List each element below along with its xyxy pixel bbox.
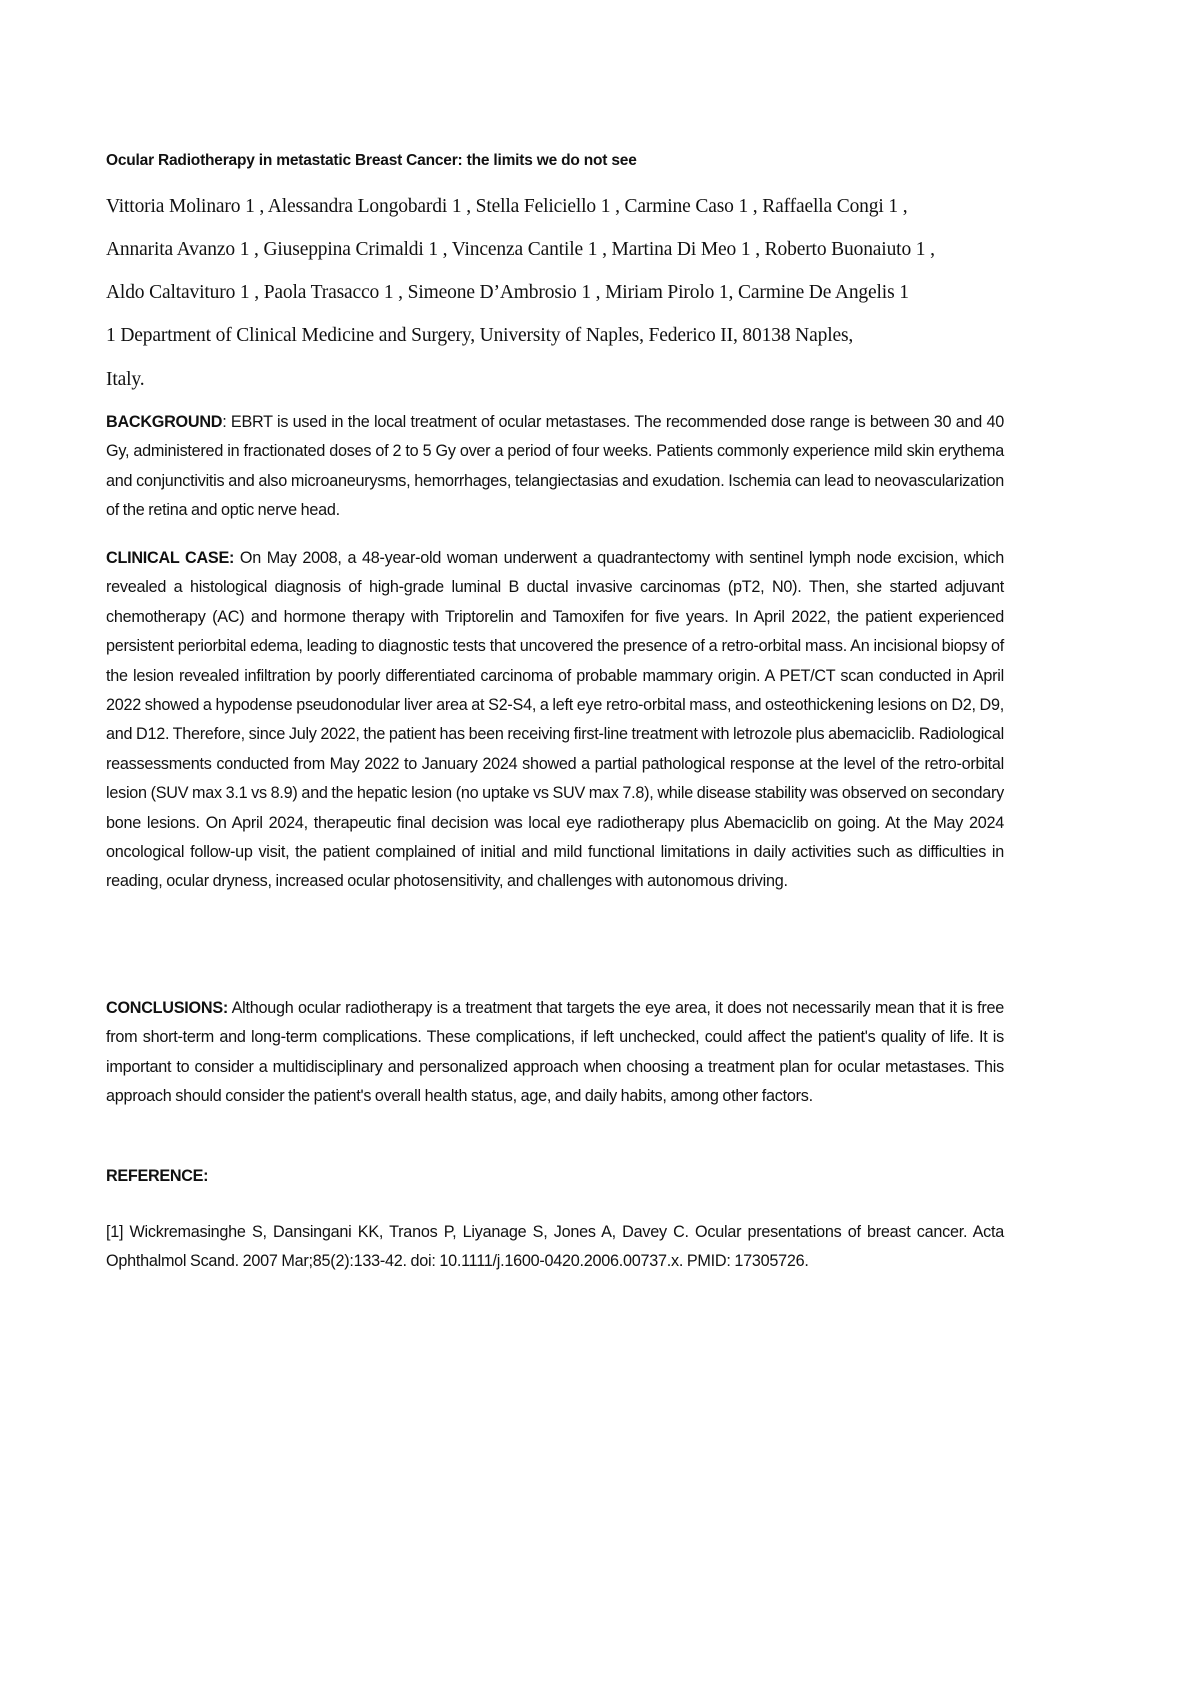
background-text: EBRT is used in the local treatment of ocular metastases. The recommended dose range is between 30 and 40 Gy, administered in fractionated doses of 2 to 5 Gy over a period of four weeks. Patients commonly experience mild skin erythema and conjunctivitis and also microaneurysms, hemorrhages, telangiectasias and exudation. Ischemia can lead to neovascularization of the retina and optic nerve head. — [106, 413, 1004, 520]
reference-heading: REFERENCE: — [106, 1167, 209, 1185]
authors-line: Aldo Caltavituro 1 , Paola Trasacco 1 , Simeone D’Ambrosio 1 , Miriam Pirolo 1, Carmine De Angelis 1 — [106, 282, 909, 303]
background-separator: : — [222, 413, 231, 431]
affiliation-line: Italy. — [106, 369, 145, 390]
conclusions-heading: CONCLUSIONS: — [106, 999, 229, 1017]
affiliation-line: 1 Department of Clinical Medicine and Surgery, University of Naples, Federico II, 80138 Naples, — [106, 325, 854, 346]
conclusions-section — [106, 994, 1004, 1112]
authors-line: Vittoria Molinaro 1 , Alessandra Longobardi 1 , Stella Feliciello 1 , Carmine Caso 1 , Raffaella Congi 1 , — [106, 196, 908, 217]
paper-title: Ocular Radiotherapy in metastatic Breast Cancer: the limits we do not see — [106, 152, 637, 169]
reference-item: [1] Wickremasinghe S, Dansingani KK, Tranos P, Liyanage S, Jones A, Davey C. Ocular presentations of breast cancer. Acta Ophthalmol Scand. 2007 Mar;85(2):133-42. doi: 10.1111/j.1600-0420.2006.00737.x. PMID: 17305726. — [106, 1223, 1004, 1271]
background-heading: BACKGROUND — [106, 413, 223, 431]
background-section — [106, 408, 1004, 526]
clinical-case-text: On May 2008, a 48-year-old woman underwent a quadrantectomy with sentinel lymph node excision, which revealed a histological diagnosis of high-grade luminal B ductal invasive carcinomas (pT2, N0). Then, she started adjuvant chemotherapy (AC) and hormone therapy with Triptorelin and Tamoxifen for five years. In April 2022, the patient experienced persistent periorbital edema, leading to diagnostic tests that uncovered the presence of a retro-orbital mass. An incisional biopsy of the lesion revealed infiltration by poorly differentiated carcinoma of probable mammary origin. A PET/CT scan conducted in April 2022 showed a hypodense pseudonodular liver area at S2-S4, a left eye retro-orbital mass, and osteothickening lesions on D2, D9, and D12. Therefore, since July 2022, the patient has been receiving first-line treatment with letrozole plus abemaciclib. Radiological reassessments conducted from May 2022 to January 2024 showed a partial pathological response at the level of the retro-orbital lesion (SUV max 3.1 vs 8.9) and the hepatic lesion (no uptake vs SUV max 7.8), while disease stability was observed on secondary bone lesions. On April 2024, therapeutic final decision was local eye radiotherapy plus Abemaciclib on going. At the May 2024 oncological follow-up visit, the patient complained of initial and mild functional limitations in daily activities such as difficulties in reading, ocular dryness, increased ocular photosensitivity, and challenges with autonomous driving. — [106, 549, 1004, 891]
clinical-case-section — [106, 544, 1004, 897]
conclusions-text: Although ocular radiotherapy is a treatment that targets the eye area, it does not necessarily mean that it is free from short-term and long-term complications. These complications, if left unchecked, could affect the patient's quality of life. It is important to consider a multidisciplinary and personalized approach when choosing a treatment plan for ocular metastases. This approach should consider the patient's overall health status, age, and daily habits, among other factors. — [106, 999, 1004, 1106]
clinical-case-heading: CLINICAL CASE: — [106, 549, 235, 567]
authors-line: Annarita Avanzo 1 , Giuseppina Crimaldi 1 , Vincenza Cantile 1 , Martina Di Meo 1 , Roberto Buonaiuto 1 , — [106, 239, 935, 260]
